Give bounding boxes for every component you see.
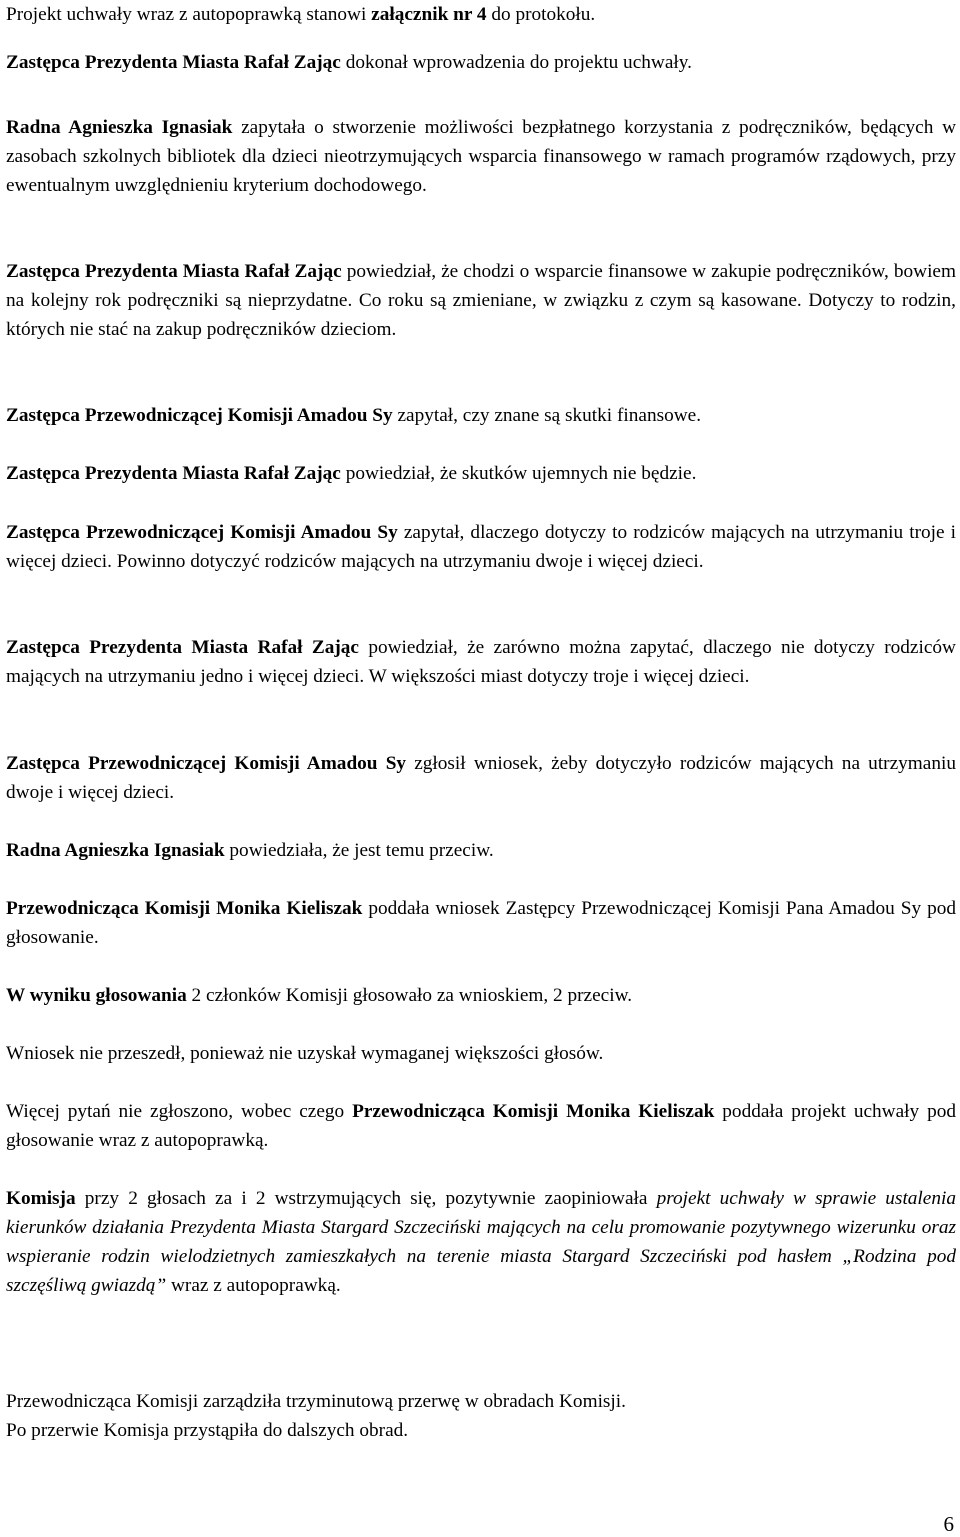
text-run: 2 członków Komisji głosowało za wnioskiem, 2 przeciw. [186, 985, 633, 1006]
paragraph-5 [6, 401, 701, 430]
text-run: przy 2 głosach za i 2 wstrzymujących się, pozytywnie zaopiniowała [75, 1188, 657, 1209]
paragraph-6 [6, 459, 696, 488]
paragraph-3 [6, 113, 956, 200]
text-run-bold: Komisja [6, 1188, 76, 1209]
paragraph-1 [6, 0, 595, 29]
text-run-bold: załącznik nr 4 [371, 4, 487, 25]
text-run-bold: W wyniku głosowania [6, 985, 187, 1006]
paragraph-9 [6, 749, 956, 807]
speaker-name: Radna Agnieszka Ignasiak [6, 840, 225, 861]
speaker-name: Przewodnicząca Komisji Monika Kieliszak [352, 1101, 715, 1122]
speaker-name: Zastępca Przewodniczącej Komisji Amadou Sy [6, 753, 407, 774]
text-run: powiedział, że chodzi o wsparcie finansowe w zakupie podręczników, bowiem na kolejny rok podręczniki są nieprzydatne. Co roku są zmieniane, w związku z czym są kasowane. Dotyczy to rodzin, których nie stać na zakup podręczników dzieciom. [6, 261, 956, 340]
text-run: Przewodnicząca Komisji zarządziła trzyminutową przerwę w obradach Komisji. [6, 1391, 626, 1412]
paragraph-15 [6, 1184, 956, 1300]
speaker-name: Zastępca Prezydenta Miasta Rafał Zając [6, 261, 342, 282]
text-run: do protokołu. [486, 4, 596, 25]
speaker-name: Zastępca Prezydenta Miasta Rafał Zając [6, 52, 341, 73]
text-run: zapytała o stworzenie możliwości bezpłatnego korzystania z podręczników, będących w zasobach szkolnych bibliotek dla dzieci nieotrzymujących wsparcia finansowego w ramach programów rządowych, przy ewentualnym uwzględnieniu kryterium dochodowego. [6, 117, 956, 196]
text-run: powiedział, że skutków ujemnych nie będzie. [340, 463, 697, 484]
paragraph-4 [6, 257, 956, 344]
paragraph-11 [6, 894, 956, 952]
paragraph-7 [6, 518, 956, 576]
text-run: zapytał, dlaczego dotyczy to rodziców mających na utrzymaniu troje i więcej dzieci. Powinno dotyczyć rodziców mających na utrzymaniu dwoje i więcej dzieci. [6, 522, 957, 572]
page-number: 6 [943, 1512, 954, 1536]
speaker-name: Przewodnicząca Komisji Monika Kieliszak [6, 898, 363, 919]
paragraph-17 [6, 1416, 408, 1445]
paragraph-16 [6, 1387, 626, 1416]
text-run: powiedziała, że jest temu przeciw. [224, 840, 494, 861]
text-run: Więcej pytań nie zgłoszono, wobec czego [6, 1101, 353, 1122]
paragraph-2 [6, 48, 692, 77]
text-run: zgłosił wniosek, żeby dotyczyło rodziców mających na utrzymaniu dwoje i więcej dzieci. [6, 753, 956, 803]
text-run: Po przerwie Komisja przystąpiła do dalszych obrad. [6, 1420, 409, 1441]
text-run: dokonał wprowadzenia do projektu uchwały. [340, 52, 692, 73]
paragraph-13 [6, 1039, 603, 1068]
paragraph-10 [6, 836, 494, 865]
text-run: Projekt uchwały wraz z autopoprawką stanowi [6, 4, 372, 25]
text-run: Wniosek nie przeszedł, ponieważ nie uzyskał wymaganej większości głosów. [6, 1043, 604, 1064]
speaker-name: Zastępca Prezydenta Miasta Rafał Zając [6, 463, 341, 484]
speaker-name: Zastępca Przewodniczącej Komisji Amadou Sy [6, 405, 393, 426]
paragraph-8 [6, 633, 956, 691]
speaker-name: Radna Agnieszka Ignasiak [6, 117, 233, 138]
text-run: poddała projekt uchwały pod głosowanie wraz z autopoprawką. [6, 1101, 956, 1151]
speaker-name: Zastępca Prezydenta Miasta Rafał Zając [6, 637, 359, 658]
paragraph-14 [6, 1097, 956, 1155]
text-run: zapytał, czy znane są skutki finansowe. [392, 405, 702, 426]
paragraph-12 [6, 981, 632, 1010]
text-run: wraz z autopoprawką. [166, 1275, 341, 1296]
speaker-name: Zastępca Przewodniczącej Komisji Amadou Sy [6, 522, 398, 543]
text-run: poddała wniosek Zastępcy Przewodniczącej Komisji Pana Amadou Sy pod głosowanie. [6, 898, 956, 948]
text-run: powiedział, że zarówno można zapytać, dlaczego nie dotyczy rodziców mających na utrzymaniu jedno i więcej dzieci. W większości miast dotyczy troje i więcej dzieci. [6, 637, 956, 687]
resolution-title: projekt uchwały w sprawie ustalenia kierunków działania Prezydenta Miasta Stargard Szczeciński mających na celu promowanie pozytywnego wizerunku oraz wspieranie rodzin wielodzietnych zamieszkałych na terenie miasta Stargard Szczeciński pod hasłem „Rodzina pod szczęśliwą gwiazdą” [6, 1188, 956, 1296]
